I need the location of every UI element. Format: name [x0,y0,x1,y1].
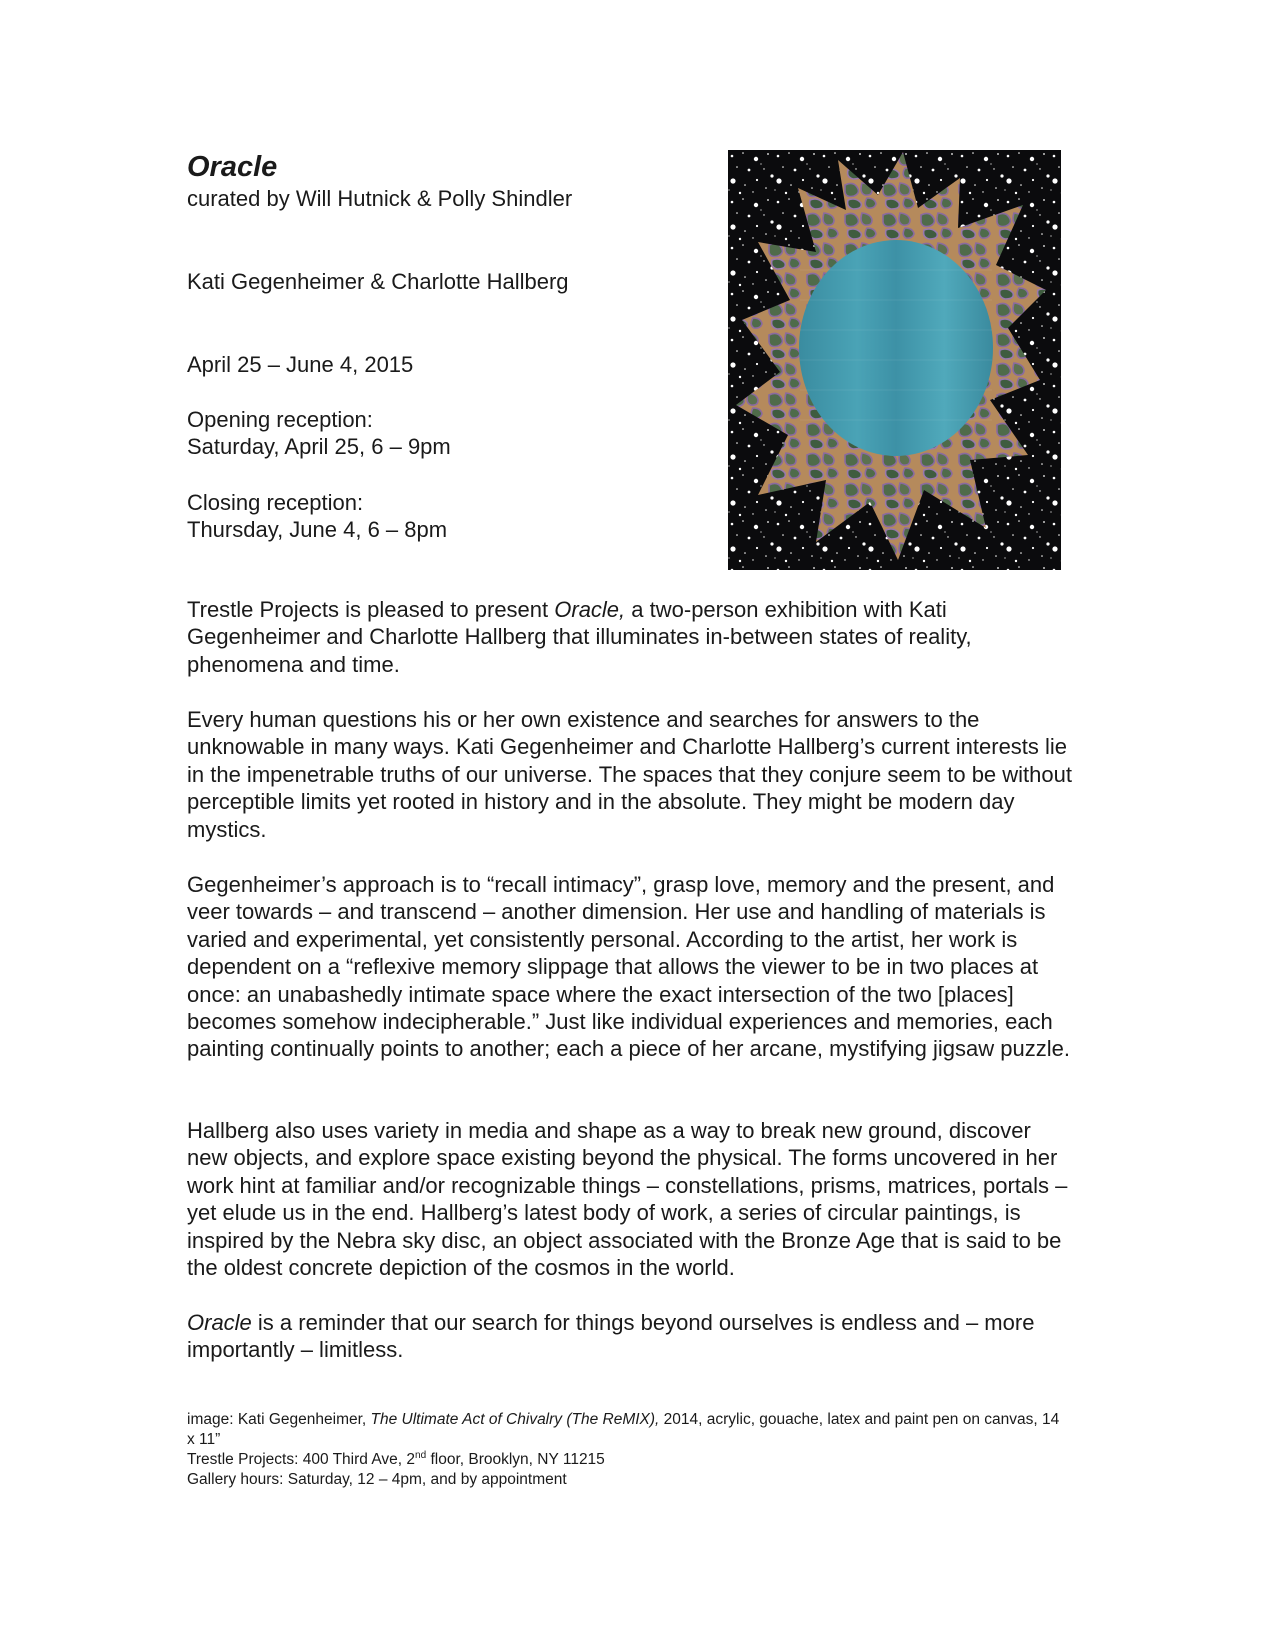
gallery-address-prefix: Trestle Projects: 400 Third Ave, 2 [187,1451,416,1468]
paragraph-intro-title: Oracle, [554,597,626,622]
artwork-image [728,150,1061,570]
curators-line: curated by Will Hutnick & Polly Shindler [187,186,573,211]
opening-reception-label: Opening reception: [187,407,373,432]
footer-notes [187,1410,1067,1490]
image-caption-prefix: image: Kati Gegenheimer, [187,1411,371,1428]
paragraph-intro-suffix: a two-person exhibition with Kati Gegenheimer and Charlotte Hallberg that illuminates in-between states of reality, phenomena and time. [187,597,972,677]
gallery-hours: Gallery hours: Saturday, 12 – 4pm, and by appointment [187,1471,567,1488]
paragraph-closing [187,1309,1077,1364]
paragraph-gegenheimer: Gegenheimer’s approach is to “recall intimacy”, grasp love, memory and the present, and veer towards – and transcend – another dimension. Her use and handling of materials is varied and experimental, yet consistently personal. According to the artist, her work is dependent on a “reflexive memory slippage that allows the viewer to be in two places at once: an unabashedly intimate space where the exact intersection of the two [places] becomes somehow indecipherable.” Just like individual experiences and memories, each painting continually points to another; each a piece of her arcane, mystifying jigsaw puzzle. [187,872,1070,1062]
paragraph-closing-suffix: is a reminder that our search for things beyond ourselves is endless and – more importantly – limitless. [187,1310,1035,1363]
paragraph-intro-prefix: Trestle Projects is pleased to present [187,597,555,622]
image-caption-suffix: 2014, acrylic, gouache, latex and paint pen on canvas, 14 x 11” [187,1411,1060,1448]
opening-reception-time: Saturday, April 25, 6 – 9pm [187,434,451,459]
exhibition-title: Oracle [187,151,278,183]
gallery-address-suffix: floor, Brooklyn, NY 11215 [426,1451,605,1468]
artwork-painting [728,150,1061,570]
paragraph-hallberg: Hallberg also uses variety in media and shape as a way to break new ground, discover new objects, and explore space existing beyond the physical. The forms uncovered in her work hint at familiar and/or recognizable things – constellations, prisms, matrices, portals – yet elude us in the end. Hallberg’s latest body of work, a series of circular paintings, is inspired by the Nebra sky disc, an object associated with the Bronze Age that is said to be the oldest concrete depiction of the cosmos in the world. [187,1118,1068,1281]
gallery-address-sup: nd [415,1449,427,1461]
image-caption [187,1410,1067,1450]
closing-reception-time: Thursday, June 4, 6 – 8pm [187,517,448,542]
exhibition-dates: April 25 – June 4, 2015 [187,352,414,377]
closing-reception-label: Closing reception: [187,490,364,515]
paragraph-existence: Every human questions his or her own existence and searches for answers to the unknowable in many ways. Kati Gegenheimer and Charlotte Hallberg’s current interests lie in the impenetrable truths of our universe. The spaces that they conjure seem to be without perceptible limits yet rooted in history and in the absolute. They might be modern day mystics. [187,707,1072,842]
paragraph-closing-title: Oracle [187,1310,252,1335]
image-caption-title: The Ultimate Act of Chivalry (The ReMIX), [370,1411,660,1428]
paragraph-intro [187,596,1077,678]
artists-line: Kati Gegenheimer & Charlotte Hallberg [187,269,569,294]
gallery-address [187,1450,1067,1470]
